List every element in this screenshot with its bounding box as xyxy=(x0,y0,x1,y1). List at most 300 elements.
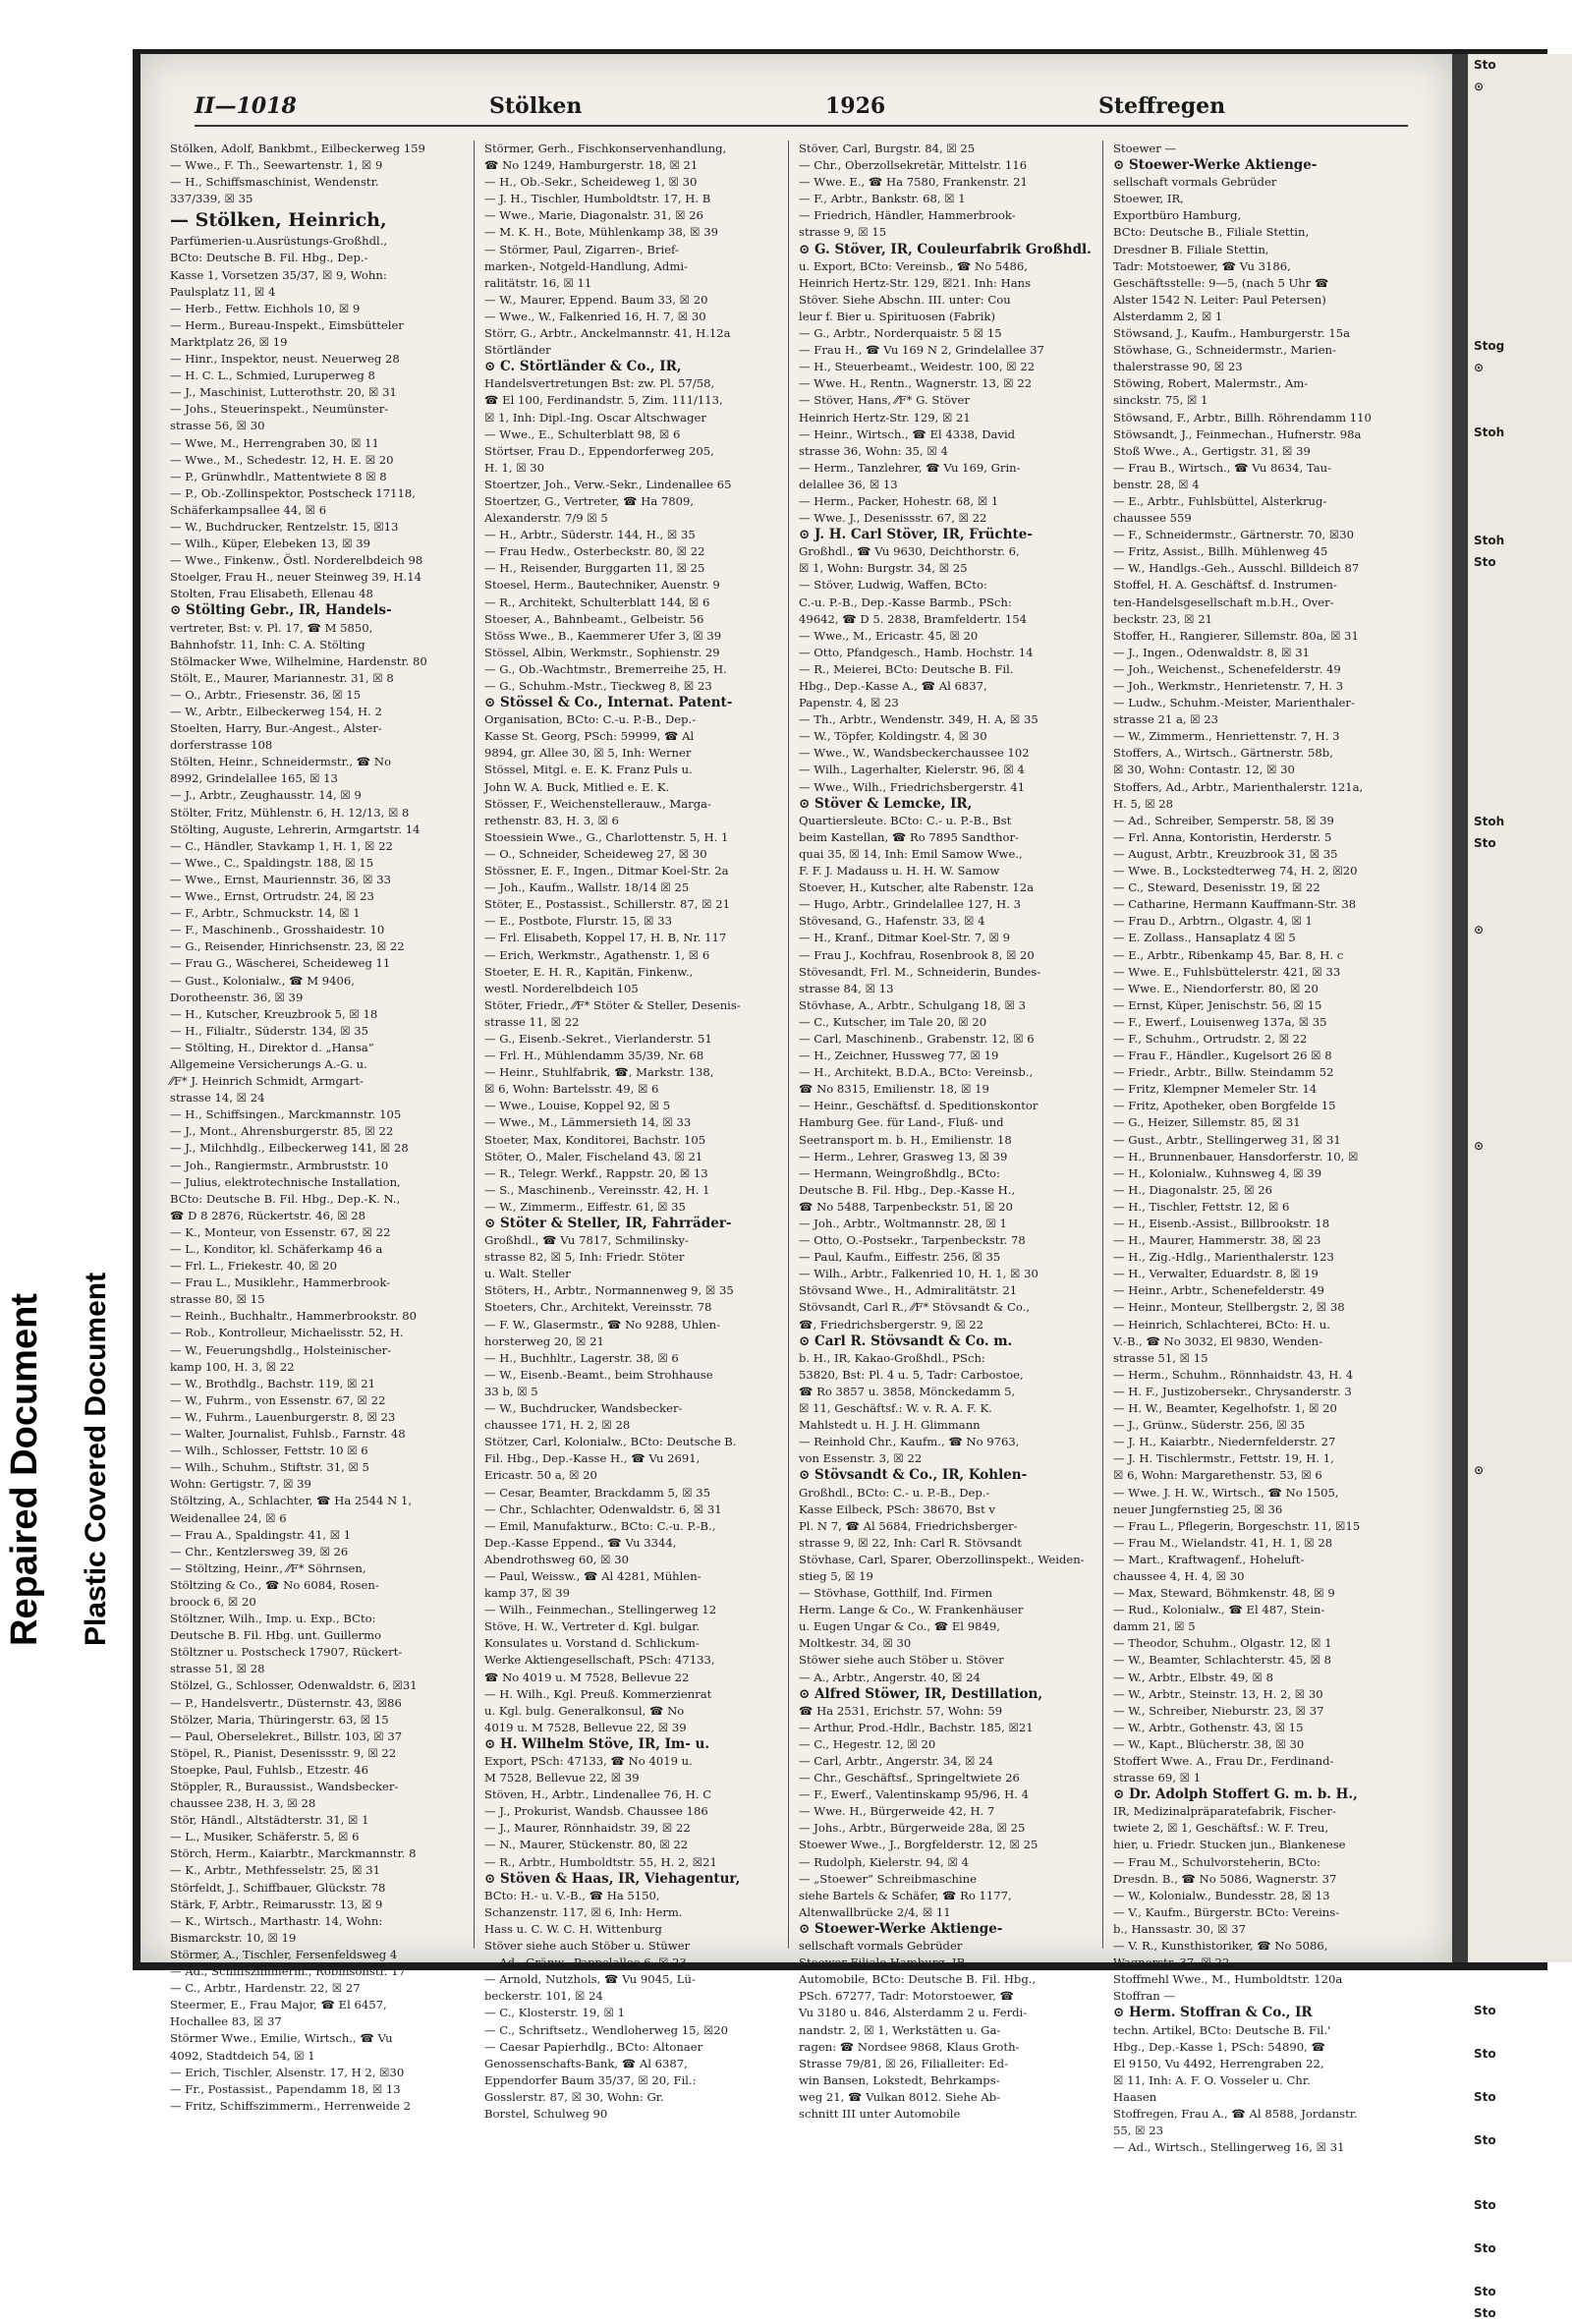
directory-entry: Stoffers, A., Wirtsch., Gärtnerstr. 58b, xyxy=(1113,746,1333,761)
directory-entry: — Heinr., Wirtsch., ☎ El 4338, David xyxy=(799,426,1016,441)
directory-entry: — C., Händler, Stavkamp 1, H. 1, ☒ 22 xyxy=(170,838,393,853)
adjacent-page-text xyxy=(1468,1027,1572,1049)
adjacent-page-text xyxy=(1468,2065,1572,2086)
directory-entry: — Rud., Kolonialw., ☎ El 487, Stein- xyxy=(1113,1603,1325,1617)
directory-entry: Kasse St. Georg, PSch: 59999, ☎ Al xyxy=(484,729,695,744)
directory-entry: — Frl. Elisabeth, Koppel 17, H. B, Nr. 117 xyxy=(484,931,727,945)
adjacent-page-text: Sto xyxy=(1474,2285,1496,2298)
adjacent-page-text xyxy=(1468,162,1572,184)
directory-entry: — Catharine, Hermann Kauffmann-Str. 38 xyxy=(1113,897,1357,912)
directory-entry: C.-u. P.-B., Dep.-Kasse Barmb., PSch: xyxy=(799,595,1012,609)
directory-entry: ☎ No 1249, Hamburgerstr. 18, ☒ 21 xyxy=(484,158,699,173)
adjacent-page-text xyxy=(1468,313,1572,335)
directory-entry: ☒ 6, Wohn: Margarethenstr. 53, ☒ 6 xyxy=(1113,1468,1322,1483)
directory-entry: — Wwe., M., Ericastr. 45, ☒ 20 xyxy=(799,628,979,643)
directory-entry: — Frau M., Schulvorsteherin, BCto: xyxy=(1113,1854,1321,1869)
directory-entry: — Frau G., Wäscherei, Scheideweg 11 xyxy=(170,956,391,971)
directory-entry: — G., Reisender, Hinrichsenstr. 23, ☒ 22 xyxy=(170,939,405,954)
directory-entry: Störtser, Frau D., Eppendorferweg 205, xyxy=(484,443,714,458)
directory-entry: Stössel, Albin, Werkmstr., Sophienstr. 29 xyxy=(484,645,720,659)
adjacent-page-text xyxy=(1468,1524,1572,1546)
directory-entry: Tadr: Motstoewer, ☎ Vu 3186, xyxy=(1113,258,1291,273)
directory-entry: Dresdn. B., ☎ No 5086, Wagnerstr. 37 xyxy=(1113,1871,1337,1886)
directory-entry: 337/339, ☒ 35 xyxy=(170,192,253,206)
directory-entry: Heinrich Hertz-Str. 129, ☒21. Inh: Hans xyxy=(799,275,1032,290)
directory-entry: El 9150, Vu 4492, Herrengraben 22, xyxy=(1113,2056,1324,2070)
directory-entry: — Heinr., Geschäftsf. d. Speditionskontor xyxy=(799,1099,1039,1113)
directory-entry: BCto: Deutsche B. Fil. Hbg., Dep.- xyxy=(170,251,368,265)
directory-entry: siehe Bartels & Schäfer, ☎ Ro 1177, xyxy=(799,1888,1012,1902)
directory-entry: — Wwe. H., Bürgerweide 42, H. 7 xyxy=(799,1804,995,1819)
directory-entry: — Friedrich, Händler, Hammerbrook- xyxy=(799,208,1016,223)
directory-entry: Stöter, O., Maler, Fischeland 43, ☒ 21 xyxy=(484,1149,703,1163)
directory-entry: ☎ Ha 2531, Erichstr. 57, Wohn: 59 xyxy=(799,1703,1003,1718)
directory-entry: — W., Zimmerm., Henriettenstr. 7, H. 3 xyxy=(1113,729,1340,744)
adjacent-page-fragment xyxy=(1468,54,1572,2320)
directory-entry: — Erich, Tischler, Alsenstr. 17, H 2, ☒30 xyxy=(170,2065,405,2079)
directory-entry: — Frau D., Arbtrn., Olgastr. 4, ☒ 1 xyxy=(1113,914,1313,929)
directory-entry: Herm. Lange & Co., W. Frankenhäuser xyxy=(799,1603,1024,1617)
directory-entry: Dresdner B. Filiale Stettin, xyxy=(1113,242,1269,256)
adjacent-page-text xyxy=(1468,1005,1572,1027)
directory-entry: ⊙ Stössel & Co., Internat. Patent- xyxy=(484,695,733,711)
directory-entry: Wohn: Gertigstr. 7, ☒ 39 xyxy=(170,1477,311,1492)
directory-entry: twiete 2, ☒ 1, Geschäftsf.: W. F. Treu, xyxy=(1113,1821,1329,1836)
directory-entry: — Carl, Maschinenb., Grabenstr. 12, ☒ 6 xyxy=(799,1031,1035,1046)
directory-entry: — Wwe., Marie, Diagonalstr. 31, ☒ 26 xyxy=(484,208,703,223)
adjacent-page-text xyxy=(1468,227,1572,249)
directory-entry: ⊙ Stövsandt & Co., IR, Kohlen- xyxy=(799,1467,1028,1484)
directory-entry: — K., Monteur, von Essenstr. 67, ☒ 22 xyxy=(170,1224,391,1239)
directory-entry: Mahlstedt u. H. J. H. Glimmann xyxy=(799,1418,981,1433)
directory-entry: Störtländer xyxy=(484,343,551,358)
adjacent-page-text xyxy=(1468,659,1572,681)
directory-entry: chaussee 4, H. 4, ☒ 30 xyxy=(1113,1568,1245,1583)
adjacent-page-text xyxy=(1468,1762,1572,1784)
directory-entry: — Chr., Schlachter, Odenwaldstr. 6, ☒ 31 xyxy=(484,1502,722,1516)
directory-entry: — W., Maurer, Eppend. Baum 33, ☒ 20 xyxy=(484,292,708,307)
adjacent-page-text: Sto xyxy=(1474,836,1496,850)
directory-entry: Stöwsand, F., Arbtr., Billh. Röhrendamm 110 xyxy=(1113,410,1372,425)
directory-entry: IR, Medizinalpräparatefabrik, Fischer- xyxy=(1113,1804,1336,1819)
directory-entry: Fil. Hbg., Dep.-Kasse H., ☎ Vu 2691, xyxy=(484,1451,701,1466)
last-entry-heading: Steffregen xyxy=(1098,93,1226,119)
directory-entry: Weidenallee 24, ☒ 6 xyxy=(170,1510,287,1525)
adjacent-page-text: Sto xyxy=(1474,2133,1496,2147)
directory-entry: — H., Eisenb.-Assist., Billbrookstr. 18 xyxy=(1113,1217,1330,1230)
directory-entry: — Frl. H., Mühlendamm 35/39, Nr. 68 xyxy=(484,1049,704,1063)
directory-entry: 49642, ☎ D 5. 2838, Bramfeldertr. 154 xyxy=(799,611,1028,626)
directory-entry: — R., Telegr. Werkf., Rappstr. 20, ☒ 13 xyxy=(484,1165,708,1180)
directory-entry: — Max, Steward, Böhmkenstr. 48, ☒ 9 xyxy=(1113,1586,1335,1601)
directory-entry: kamp 100, H. 3, ☒ 22 xyxy=(170,1359,295,1374)
directory-entry: — Wwe. J. H. W., Wirtsch., ☎ No 1505, xyxy=(1113,1485,1339,1500)
adjacent-page-text: ⊙ xyxy=(1474,80,1485,93)
directory-entry: — Reinh., Buchhaltr., Hammerbrookstr. 80 xyxy=(170,1309,417,1324)
directory-entry: stieg 5, ☒ 19 xyxy=(799,1568,873,1583)
directory-entry: Wagnerstr. 37, ☒ 22 xyxy=(1113,1956,1230,1970)
directory-entry: — Herm., Tanzlehrer, ☎ Vu 169, Grin- xyxy=(799,460,1021,475)
directory-entry: — C., Steward, Desenisstr. 19, ☒ 22 xyxy=(1113,880,1320,895)
directory-entry: ☒ 1, Inh: Dipl.-Ing. Oscar Altschwager xyxy=(484,410,706,425)
directory-entry: BCto: Deutsche B., Filiale Stettin, xyxy=(1113,225,1310,240)
directory-entry: — Arnold, Nutzhols, ☎ Vu 9045, Lü- xyxy=(484,1972,696,1987)
directory-entry: Stoeser, A., Bahnbeamt., Gelbeistr. 56 xyxy=(484,611,704,626)
directory-entry: 4092, Stadtdeich 54, ☒ 1 xyxy=(170,2048,315,2063)
directory-entry: — N., Maurer, Stückenstr. 80, ☒ 22 xyxy=(484,1838,689,1852)
directory-entry: horsterweg 20, ☒ 21 xyxy=(484,1333,604,1348)
directory-entry: — H., Zig.-Hdlg., Marienthalerstr. 123 xyxy=(1113,1250,1334,1265)
directory-entry: — Frau L., Musiklehr., Hammerbrook- xyxy=(170,1275,391,1290)
directory-entry: — Stövhase, Gotthilf, Ind. Firmen xyxy=(799,1586,993,1601)
directory-entry: BCto: H.- u. V.-B., ☎ Ha 5150, xyxy=(484,1888,660,1902)
directory-entry: strasse 51, ☒ 15 xyxy=(1113,1350,1208,1365)
directory-entry: Stöwing, Robert, Malermstr., Am- xyxy=(1113,376,1309,391)
page-header xyxy=(195,91,1408,127)
directory-entry: ☒ 6, Wohn: Bartelsstr. 49, ☒ 6 xyxy=(484,1082,659,1097)
directory-entry: Stöltzner u. Postscheck 17907, Rückert- xyxy=(170,1645,403,1660)
directory-entry: — W., Fuhrm., Lauenburgerstr. 8, ☒ 23 xyxy=(170,1409,396,1424)
directory-entry: ragen: ☎ Nordsee 9868, Klaus Groth- xyxy=(799,2039,1020,2054)
directory-entry: kamp 37, ☒ 39 xyxy=(484,1586,570,1601)
directory-entry: — J., Prokurist, Wandsb. Chaussee 186 xyxy=(484,1804,708,1819)
directory-entry: — J. H. Tischlermstr., Fettstr. 19, H. 1, xyxy=(1113,1451,1334,1466)
adjacent-page-text xyxy=(1468,1740,1572,1762)
directory-entry: — Heinrich, Schlachterei, BCto: H. u. xyxy=(1113,1317,1330,1332)
directory-entry: Ericastr. 50 a, ☒ 20 xyxy=(484,1468,597,1483)
adjacent-page-text xyxy=(1468,1373,1572,1394)
directory-entry: ⊙ Dr. Adolph Stoffert G. m. b. H., xyxy=(1113,1786,1358,1803)
directory-entry: — Stölting, H., Direktor d. „Hansa“ xyxy=(170,1040,374,1054)
directory-entry: Stoever, H., Kutscher, alte Rabenstr. 12a xyxy=(799,880,1034,895)
directory-entry: — Julius, elektrotechnische Installation, xyxy=(170,1174,401,1189)
directory-entry: — A., Arbtr., Angerstr. 40, ☒ 24 xyxy=(799,1670,981,1684)
directory-entry: Stoewer Wwe., J., Borgfelderstr. 12, ☒ 25 xyxy=(799,1838,1039,1852)
adjacent-page-text xyxy=(1468,1221,1572,1243)
directory-entry: — Hermann, Weingroßhdlg., BCto: xyxy=(799,1165,1000,1180)
directory-entry: ⊙ C. Störtländer & Co., IR, xyxy=(484,359,682,375)
directory-entry: — F., Maschinenb., Grosshaidestr. 10 xyxy=(170,923,385,937)
adjacent-page-text: Sto xyxy=(1474,2090,1496,2104)
directory-entry: — W., Beamter, Schlachterstr. 45, ☒ 8 xyxy=(1113,1653,1332,1668)
directory-entry: — Frau H., ☎ Vu 169 N 2, Grindelallee 37 xyxy=(799,343,1044,358)
directory-entry: Bismarckstr. 10, ☒ 19 xyxy=(170,1930,297,1945)
directory-entry: F. F. J. Madauss u. H. H. W. Samow xyxy=(799,864,1000,879)
directory-entry: — Frau B., Wirtsch., ☎ Vu 8634, Tau- xyxy=(1113,460,1332,475)
directory-entry: — Frau M., Wielandstr. 41, H. 1, ☒ 28 xyxy=(1113,1535,1333,1550)
directory-entry: — J., Mont., Ahrensburgerstr. 85, ☒ 22 xyxy=(170,1124,394,1139)
directory-entry: ☎ No 4019 u. M 7528, Bellevue 22 xyxy=(484,1670,690,1684)
directory-entry: — Frau Hedw., Osterbeckstr. 80, ☒ 22 xyxy=(484,544,705,559)
directory-entry: 8992, Grindelallee 165, ☒ 13 xyxy=(170,771,338,786)
directory-entry: — Wwe. B., Lockstedterweg 74, H. 2, ☒20 xyxy=(1113,864,1358,879)
adjacent-page-text xyxy=(1468,205,1572,227)
directory-entry: u. Export, BCto: Vereinsb., ☎ No 5486, xyxy=(799,258,1028,273)
directory-entry: Quartiersleute. BCto: C.- u. P.-B., Bst xyxy=(799,813,1012,827)
directory-entry: — J., Arbtr., Zeughausstr. 14, ☒ 9 xyxy=(170,788,362,803)
directory-entry: — R., Architekt, Schulterblatt 144, ☒ 6 xyxy=(484,595,710,609)
directory-entry: ☒ 11, Geschäftsf.: W. v. R. A. F. K. xyxy=(799,1401,992,1416)
directory-entry: — J., Grünw., Süderstr. 256, ☒ 35 xyxy=(1113,1418,1306,1433)
directory-entry: Stövesand, G., Hafenstr. 33, ☒ 4 xyxy=(799,914,985,929)
directory-entry: Stölmacker Wwe, Wilhelmine, Hardenstr. 80 xyxy=(170,653,427,668)
directory-entry: — H. W., Beamter, Kegelhofstr. 1, ☒ 20 xyxy=(1113,1401,1337,1416)
adjacent-page-text xyxy=(1468,1200,1572,1221)
directory-entry: Stoffran — xyxy=(1113,1989,1176,2004)
directory-entry: — Wwe., W., Falkenried 16, H. 7, ☒ 30 xyxy=(484,309,706,323)
directory-entry: — G., Heizer, Sillemstr. 85, ☒ 31 xyxy=(1113,1115,1301,1130)
directory-entry: ⊙ H. Wilhelm Stöve, IR, Im- u. xyxy=(484,1735,710,1752)
directory-entry: Stöltzing, A., Schlachter, ☎ Ha 2544 N 1, xyxy=(170,1494,413,1508)
directory-entry: — V., Kaufm., Bürgerstr. BCto: Vereins- xyxy=(1113,1904,1340,1919)
directory-entry: Stölzel, G., Schlosser, Odenwaldstr. 6, ☒31 xyxy=(170,1678,418,1693)
directory-entry: Stöter, E., Postassist., Schillerstr. 87, ☒ 21 xyxy=(484,897,730,912)
directory-entry: strasse 21 a, ☒ 23 xyxy=(1113,712,1219,727)
directory-entry: ☒ 30, Wohn: Contastr. 12, ☒ 30 xyxy=(1113,763,1295,777)
directory-entry: Stärk, F, Arbtr., Reimarusstr. 13, ☒ 9 xyxy=(170,1897,383,1911)
directory-entry: — J., Ingen., Odenwaldstr. 8, ☒ 31 xyxy=(1113,645,1310,659)
directory-entry: Altenwallbrücke 2/4, ☒ 11 xyxy=(799,1904,951,1919)
directory-entry: — P., Grünwhdlr., Mattentwiete 8 ☒ 8 xyxy=(170,469,387,483)
adjacent-page-text xyxy=(1468,1870,1572,1892)
directory-entry: Parfümerien-u.Ausrüstungs-Großhdl., xyxy=(170,234,388,249)
directory-entry: — Ludw., Schuhm.-Meister, Marienthaler- xyxy=(1113,696,1355,710)
directory-entry: Stoffer, H., Rangierer, Sillemstr. 80a, ☒ 31 xyxy=(1113,628,1359,643)
directory-entry: — Heinr., Monteur, Stellbergstr. 2, ☒ 38 xyxy=(1113,1300,1345,1315)
directory-entry: strasse 69, ☒ 1 xyxy=(1113,1771,1202,1786)
directory-entry: — Störmer, Paul, Zigarren-, Brief- xyxy=(484,242,679,256)
directory-entry: — Wilh., Lagerhalter, Kielerstr. 96, ☒ 4 xyxy=(799,763,1025,777)
directory-entry: Deutsche B. Fil. Hbg., Dep.-Kasse H., xyxy=(799,1182,1016,1197)
directory-entry: — Fr., Postassist., Papendamm 18, ☒ 13 xyxy=(170,2081,401,2096)
adjacent-page-text xyxy=(1468,638,1572,659)
directory-entry: beckstr. 23, ☒ 21 xyxy=(1113,611,1213,626)
directory-entry: Stölzer, Maria, Thüringerstr. 63, ☒ 15 xyxy=(170,1712,389,1727)
directory-entry: Stölt, E., Maurer, Mariannestr. 31, ☒ 8 xyxy=(170,670,394,685)
directory-entry: — H., Schiffsmaschinist, Wendenstr. xyxy=(170,175,379,190)
directory-entry: u. Eugen Ungar & Co., ☎ El 9849, xyxy=(799,1619,1000,1634)
directory-entry: Haasen xyxy=(1113,2089,1157,2104)
directory-entry: — F., Arbtr., Bankstr. 68, ☒ 1 xyxy=(799,192,966,206)
directory-entry: sellschaft vormals Gebrüder xyxy=(799,1939,963,1954)
directory-entry: ☒ 11, Inh: A. F. O. Vosseler u. Chr. xyxy=(1113,2072,1311,2087)
directory-entry: — „Stoewer“ Schreibmaschine xyxy=(799,1871,977,1886)
adjacent-page-text xyxy=(1468,1675,1572,1697)
directory-entry: Stoffregen, Frau A., ☎ Al 8588, Jordanstr. xyxy=(1113,2106,1358,2121)
directory-entry: ☎ No 5488, Tarpenbeckstr. 51, ☒ 20 xyxy=(799,1199,1013,1214)
directory-entry: Stössel, Mitgl. e. E. K. Franz Puls u. xyxy=(484,763,693,777)
directory-entry: — Wwe., Wilh., Friedrichsbergerstr. 41 xyxy=(799,779,1026,794)
directory-entry: — H., Architekt, B.D.A., BCto: Vereinsb., xyxy=(799,1065,1034,1080)
directory-entry: ⁄⁄F* J. Heinrich Schmidt, Armgart- xyxy=(170,1074,364,1089)
directory-entry: ralitätstr. 16, ☒ 11 xyxy=(484,275,592,290)
directory-entry: Störmer, Gerh., Fischkonservenhandlung, xyxy=(484,142,727,155)
directory-entry: — Wwe., C., Spaldingstr. 188, ☒ 15 xyxy=(170,855,374,870)
directory-entry: — Chr., Geschäftsf., Springeltwiete 26 xyxy=(799,1771,1020,1786)
adjacent-page-text xyxy=(1468,724,1572,746)
directory-entry: ⊙ Stölting Gebr., IR, Handels- xyxy=(170,602,392,619)
directory-entry: Stoeter, E. H. R., Kapitän, Finkenw., xyxy=(484,964,694,979)
directory-entry: Stoffmehl Wwe., M., Humboldtstr. 120a xyxy=(1113,1972,1343,1987)
adjacent-page-text xyxy=(1468,1351,1572,1373)
directory-entry: — W., Eisenb.-Beamt., beim Strohhause xyxy=(484,1367,713,1382)
directory-entry: — C., Klosterstr. 19, ☒ 1 xyxy=(484,2006,625,2020)
directory-entry: Export, PSch: 47133, ☎ No 4019 u. xyxy=(484,1754,693,1768)
directory-entry: Stöver siehe auch Stöber u. Stüwer xyxy=(484,1939,691,1954)
adjacent-page-text: Sto xyxy=(1474,2047,1496,2061)
directory-entry: — E., Arbtr., Ribenkamp 45, Bar. 8, H. c xyxy=(1113,947,1344,962)
directory-entry: Stövsand Wwe., H., Admiralitätstr. 21 xyxy=(799,1283,1018,1298)
directory-entry: — J., Milchhdlg., Eilbeckerweg 141, ☒ 28 xyxy=(170,1141,409,1156)
directory-entry: Stölten, Heinr., Schneidermstr., ☎ No xyxy=(170,755,392,769)
adjacent-page-text xyxy=(1468,1827,1572,1848)
directory-entry: — Fritz, Klempner Memeler Str. 14 xyxy=(1113,1082,1318,1097)
directory-entry: — E., Arbtr., Fuhlsbüttel, Alsterkrug- xyxy=(1113,493,1327,508)
adjacent-page-text xyxy=(1468,1784,1572,1805)
adjacent-page-text: Sto xyxy=(1474,58,1496,72)
directory-entry: — Johs., Arbtr., Bürgerweide 28a, ☒ 25 xyxy=(799,1821,1026,1836)
directory-entry: Papenstr. 4, ☒ 23 xyxy=(799,696,899,710)
adjacent-page-text: Sto xyxy=(1474,2198,1496,2212)
adjacent-page-text xyxy=(1468,2173,1572,2194)
directory-entry: — L., Musiker, Schäferstr. 5, ☒ 6 xyxy=(170,1830,360,1844)
directory-entry: Vu 3180 u. 846, Alsterdamm 2 u. Ferdi- xyxy=(799,2006,1028,2020)
directory-entry: 9894, gr. Allee 30, ☒ 5, Inh: Werner xyxy=(484,746,692,761)
directory-entry: H. 1, ☒ 30 xyxy=(484,460,545,475)
adjacent-page-text xyxy=(1468,1092,1572,1113)
directory-entry: — Gust., Kolonialw., ☎ M 9406, xyxy=(170,973,355,988)
directory-entry: Stöver. Siehe Abschn. III. unter: Cou xyxy=(799,292,1011,307)
adjacent-page-text xyxy=(1468,1654,1572,1675)
directory-entry: Stöwsandt, J., Feinmechan., Hufnerstr. 98a xyxy=(1113,426,1362,441)
directory-entry: Automobile, BCto: Deutsche B. Fil. Hbg., xyxy=(799,1972,1037,1987)
directory-entry: Großhdl., BCto: C.- u. P.-B., Dep.- xyxy=(799,1485,990,1500)
directory-entry: Stölting, Auguste, Lehrerin, Armgartstr. 14 xyxy=(170,822,421,836)
directory-entry: Stoertzer, G., Vertreter, ☎ Ha 7809, xyxy=(484,493,695,508)
adjacent-page-text xyxy=(1468,508,1572,530)
directory-entry: Stöwer siehe auch Stöber u. Stöver xyxy=(799,1653,1004,1668)
directory-entry: — Wilh., Feinmechan., Stellingerweg 12 xyxy=(484,1603,717,1617)
directory-entry: Stoffert Wwe. A., Frau Dr., Ferdinand- xyxy=(1113,1754,1334,1768)
directory-entry: — H., Tischler, Fettstr. 12, ☒ 6 xyxy=(1113,1199,1290,1214)
directory-entry: Dep.-Kasse Eppend., ☎ Vu 3344, xyxy=(484,1535,677,1550)
directory-entry: — Wwe., Louise, Koppel 92, ☒ 5 xyxy=(484,1099,671,1113)
directory-entry: — F., Ewerf., Valentinskamp 95/96, H. 4 xyxy=(799,1787,1030,1802)
directory-entry: chaussee 559 xyxy=(1113,511,1192,526)
directory-entry: Steermer, E., Frau Major, ☎ El 6457, xyxy=(170,1998,387,2012)
directory-entry: ☎, Friedrichsbergerstr. 9, ☒ 22 xyxy=(799,1317,984,1332)
directory-entry: — H., Kutscher, Kreuzbrook 5, ☒ 18 xyxy=(170,1006,378,1021)
adjacent-page-text xyxy=(1468,1502,1572,1524)
directory-entry: — F., Schuhm., Ortrudstr. 2, ☒ 22 xyxy=(1113,1031,1308,1046)
directory-entry: — Wwe., M., Lämmersieth 14, ☒ 33 xyxy=(484,1115,692,1130)
directory-entry: — L., Konditor, kl. Schäferkamp 46 a xyxy=(170,1242,383,1256)
directory-entry: Marktplatz 26, ☒ 19 xyxy=(170,334,288,349)
directory-entry: — Th., Arbtr., Wendenstr. 349, H. A, ☒ 35 xyxy=(799,712,1039,727)
directory-entry: — P., Handelsvertr., Düsternstr. 43, ☒86 xyxy=(170,1695,402,1710)
adjacent-page-text xyxy=(1468,789,1572,811)
adjacent-page-text: Stoh xyxy=(1474,425,1505,439)
directory-entry: — Wwe., Finkenw., Östl. Norderelbdeich 98 xyxy=(170,553,423,568)
directory-entry: Stöltzner, Wilh., Imp. u. Exp., BCto: xyxy=(170,1612,376,1626)
adjacent-page-text xyxy=(1468,249,1572,270)
directory-entry: ☎ Ro 3857 u. 3858, Mönckedamm 5, xyxy=(799,1384,1016,1398)
directory-entry: von Essenstr. 3, ☒ 22 xyxy=(799,1451,923,1466)
directory-entry: — H., Arbtr., Süderstr. 144, H., ☒ 35 xyxy=(484,528,696,542)
adjacent-page-text xyxy=(1468,443,1572,465)
directory-entry: chaussee 238, H. 3, ☒ 28 xyxy=(170,1796,316,1811)
adjacent-page-text xyxy=(1468,270,1572,292)
adjacent-page-text xyxy=(1468,1113,1572,1135)
adjacent-page-text xyxy=(1468,1049,1572,1070)
directory-entry: Kasse Eilbeck, PSch: 38670, Bst v xyxy=(799,1502,995,1516)
adjacent-page-text xyxy=(1468,595,1572,616)
directory-entry: — C., Arbtr., Hardenstr. 22, ☒ 27 xyxy=(170,1981,361,1996)
directory-entry: — Herm., Bureau-Inspekt., Eimsbütteler xyxy=(170,317,404,332)
directory-entry: Alexanderstr. 7/9 ☒ 5 xyxy=(484,511,608,526)
directory-entry: Stöters, H., Arbtr., Normannenweg 9, ☒ 35 xyxy=(484,1283,734,1298)
directory-entry: ⊙ Stöver & Lemcke, IR, xyxy=(799,795,973,812)
adjacent-page-text xyxy=(1468,2021,1572,2043)
adjacent-page-text xyxy=(1468,184,1572,205)
directory-entry: Störch, Herm., Kaiarbtr., Marckmannstr. 8 xyxy=(170,1846,417,1861)
directory-entry: — Joh., Werkmstr., Henrietenstr. 7, H. 3 xyxy=(1113,679,1344,693)
adjacent-page-text xyxy=(1468,2259,1572,2281)
adjacent-page-text xyxy=(1468,616,1572,638)
directory-entry: Hass u. C. W. C. H. Wittenburg xyxy=(484,1921,662,1936)
directory-entry: — Chr., Kentzlersweg 39, ☒ 26 xyxy=(170,1544,349,1559)
adjacent-page-text xyxy=(1468,292,1572,313)
directory-entry: — H., Maurer, Hammerstr. 38, ☒ 23 xyxy=(1113,1233,1321,1248)
directory-entry: Stöss Wwe., B., Kaemmerer Ufer 3, ☒ 39 xyxy=(484,628,722,643)
adjacent-page-text xyxy=(1468,1286,1572,1308)
directory-entry: — Ernst, Küper, Jenischstr. 56, ☒ 15 xyxy=(1113,997,1322,1012)
directory-entry: ⊙ Stöven & Haas, IR, Viehagentur, xyxy=(484,1870,741,1887)
directory-columns xyxy=(170,141,1413,2155)
directory-entry: Moltkestr. 34, ☒ 30 xyxy=(799,1636,912,1651)
directory-entry: Stöwsand, J., Kaufm., Hamburgerstr. 15a xyxy=(1113,326,1350,341)
directory-entry: Großhdl., ☎ Vu 9630, Deichthorstr. 6, xyxy=(799,544,1020,559)
directory-entry: — C., Schriftsetz., Wendloherweg 15, ☒20 xyxy=(484,2022,728,2037)
adjacent-page-text xyxy=(1468,119,1572,141)
directory-entry: chaussee 171, H. 2, ☒ 28 xyxy=(484,1418,631,1433)
directory-entry: ten-Handelsgesellschaft m.b.H., Over- xyxy=(1113,595,1334,609)
directory-entry: — Hugo, Arbtr., Grindelallee 127, H. 3 xyxy=(799,897,1022,912)
directory-entry: nandstr. 2, ☒ 1, Werkstätten u. Ga- xyxy=(799,2022,1001,2037)
year-heading: 1926 xyxy=(825,93,886,119)
directory-entry: ☒ 1, Wohn: Burgstr. 34, ☒ 25 xyxy=(799,561,968,576)
adjacent-page-text xyxy=(1468,1805,1572,1827)
directory-entry: — Fritz, Assist., Billh. Mühlenweg 45 xyxy=(1113,544,1328,559)
directory-entry: Stoessiein Wwe., G., Charlottenstr. 5, H. 1 xyxy=(484,829,729,844)
directory-entry: — Stöver, Hans, ⁄⁄F* G. Stöver xyxy=(799,393,970,408)
directory-entry: 4019 u. M 7528, Bellevue 22, ☒ 39 xyxy=(484,1720,687,1734)
directory-entry: Stölken, Adolf, Bankbmt., Eilbeckerweg 159 xyxy=(170,142,425,155)
directory-entry: Stoffel, H. A. Geschäftsf. d. Instrumen- xyxy=(1113,578,1337,593)
directory-entry: — Wwe. H., Rentn., Wagnerstr. 13, ☒ 22 xyxy=(799,376,1033,391)
directory-entry: — Emil, Manufakturw., BCto: C.-u. P.-B., xyxy=(484,1518,716,1533)
directory-entry: — Wwe., F. Th., Seewartenstr. 1, ☒ 9 xyxy=(170,158,383,173)
directory-entry: Bahnhofstr. 11, Inh: C. A. Stölting xyxy=(170,637,365,652)
directory-entry: — F., Schneidermstr., Gärtnerstr. 70, ☒30 xyxy=(1113,528,1355,542)
directory-entry: — H., Verwalter, Eduardstr. 8, ☒ 19 xyxy=(1113,1267,1319,1281)
directory-entry: Kasse 1, Vorsetzen 35/37, ☒ 9, Wohn: xyxy=(170,267,387,282)
directory-entry: — M. K. H., Bote, Mühlenkamp 38, ☒ 39 xyxy=(484,225,718,240)
adjacent-page-text xyxy=(1468,1567,1572,1589)
column-1 xyxy=(170,141,463,2113)
adjacent-page-text: Stoh xyxy=(1474,534,1505,547)
directory-entry: — Wwe. E., ☎ Ha 7580, Frankenstr. 21 xyxy=(799,175,1028,190)
